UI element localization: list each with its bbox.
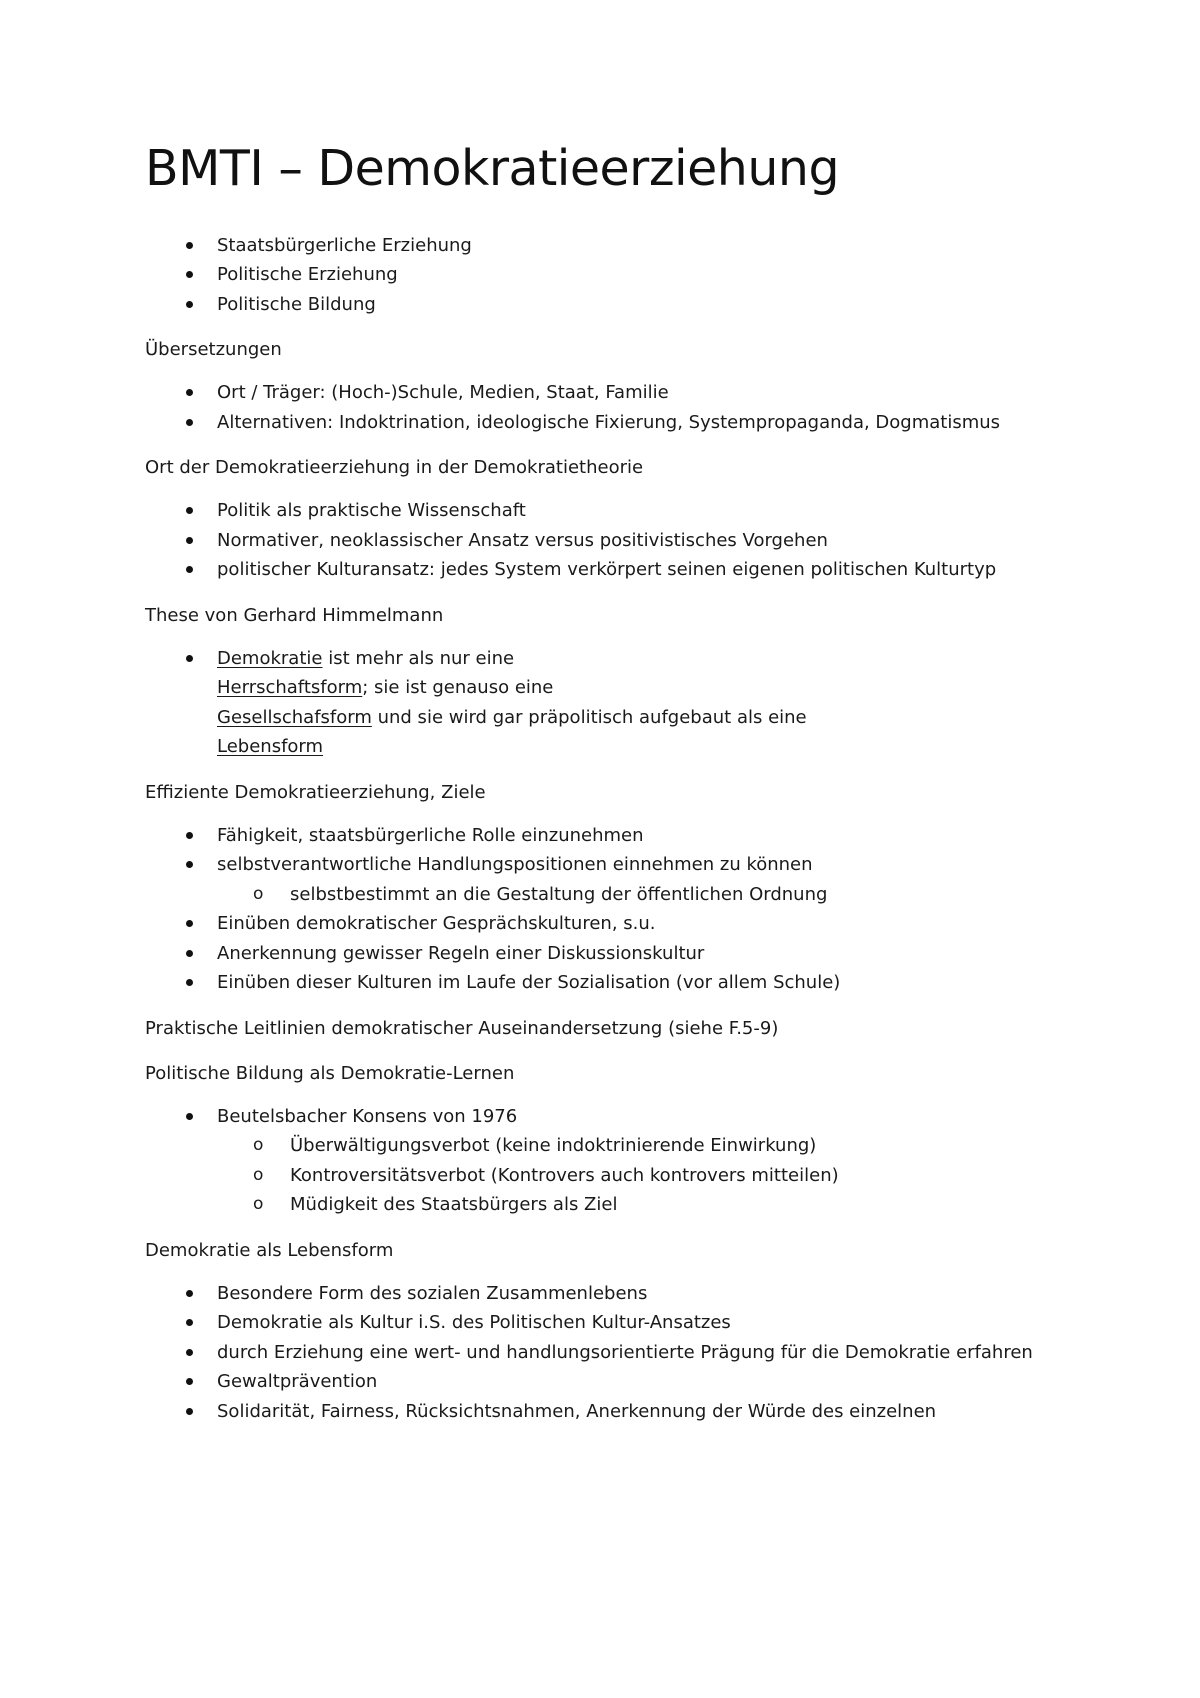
bullet-icon	[186, 950, 193, 957]
these-line: Herrschaftsform; sie ist genauso eine	[217, 677, 554, 699]
bullet-icon	[186, 832, 193, 839]
bullet-icon	[186, 1349, 193, 1356]
ort-list	[145, 496, 1105, 585]
intro-list	[145, 231, 1105, 320]
section-heading-ort: Ort der Demokratieerziehung in der Demokratietheorie	[145, 457, 644, 479]
list-item: Politische Erziehung	[145, 260, 1105, 290]
bullet-icon	[186, 655, 193, 662]
bildung-list	[145, 1102, 1105, 1220]
section-heading-uebersetzungen: Übersetzungen	[145, 339, 282, 361]
sub-list-item: o Kontroversitätsverbot (Kontrovers auch kontrovers mitteilen)	[145, 1161, 1105, 1191]
list-item: Beutelsbacher Konsens von 1976 o Überwältigungsverbot (keine indoktrinierende Einwirkung) o Kontroversitätsverbot (Kontrovers auch kontrovers mitteilen) o Müdigkeit des Staatsbürgers als Ziel	[145, 1102, 1105, 1220]
bullet-icon	[186, 1290, 193, 1297]
circle-bullet-icon: o	[253, 883, 264, 904]
effizient-list	[145, 821, 1105, 998]
list-item: durch Erziehung eine wert- und handlungsorientierte Prägung für die Demokratie erfahren	[145, 1338, 1105, 1368]
bullet-icon	[186, 389, 193, 396]
list-item: Anerkennung gewisser Regeln einer Diskussionskultur	[145, 939, 1105, 969]
these-list	[145, 644, 1105, 762]
list-item: Staatsbürgerliche Erziehung	[145, 231, 1105, 261]
section-heading-these: These von Gerhard Himmelmann	[145, 604, 444, 626]
section-heading-lebensform: Demokratie als Lebensform	[145, 1239, 394, 1261]
sub-list-item: o Müdigkeit des Staatsbürgers als Ziel	[145, 1190, 1105, 1220]
these-line: Gesellschafsform und sie wird gar präpolitisch aufgebaut als eine	[217, 706, 807, 728]
bildung-sublist	[145, 1131, 1105, 1220]
uebersetzungen-list	[145, 378, 1105, 437]
bullet-icon	[186, 537, 193, 544]
bullet-icon	[186, 861, 193, 868]
list-item: politischer Kulturansatz: jedes System verkörpert seinen eigenen politischen Kulturtyp	[145, 555, 1105, 585]
list-item: Alternativen: Indoktrination, ideologische Fixierung, Systempropaganda, Dogmatismus	[145, 408, 1105, 438]
bullet-icon	[186, 566, 193, 573]
bullet-icon	[186, 1378, 193, 1385]
these-line	[217, 732, 1105, 762]
bullet-icon	[186, 507, 193, 514]
gesellschafsform-link[interactable]: Gesellschafsform	[217, 706, 372, 728]
effizient-sublist	[145, 880, 1105, 910]
circle-bullet-icon: o	[253, 1164, 264, 1185]
bullet-icon	[186, 242, 193, 249]
list-item: Solidarität, Fairness, Rücksichtsnahmen, Anerkennung der Würde des einzelnen	[145, 1397, 1105, 1427]
demokratie-link[interactable]: Demokratie	[217, 647, 323, 669]
circle-bullet-icon: o	[253, 1135, 264, 1156]
list-item: Einüben demokratischer Gesprächskulturen, s.u.	[145, 909, 1105, 939]
document-page	[145, 140, 1105, 1442]
bullet-icon	[186, 419, 193, 426]
herrschaftsform-link[interactable]: Herrschaftsform	[217, 677, 363, 699]
bullet-icon	[186, 1408, 193, 1415]
list-item: selbstverantwortliche Handlungspositionen einnehmen zu können o selbstbestimmt an die Gestaltung der öffentlichen Ordnung	[145, 850, 1105, 909]
section-heading-praktisch: Praktische Leitlinien demokratischer Auseinandersetzung (siehe F.5-9)	[145, 1017, 779, 1039]
these-line: Demokratie ist mehr als nur eine	[217, 647, 515, 669]
document-title: BMTI – Demokratieerziehung	[145, 140, 840, 197]
section-heading-effizient: Effiziente Demokratieerziehung, Ziele	[145, 781, 486, 803]
bullet-icon	[186, 979, 193, 986]
list-item: Fähigkeit, staatsbürgerliche Rolle einzunehmen	[145, 821, 1105, 851]
lebensform-link[interactable]: Lebensform	[217, 736, 324, 758]
list-item: Politik als praktische Wissenschaft	[145, 496, 1105, 526]
bullet-icon	[186, 1113, 193, 1120]
list-item: Gewaltprävention	[145, 1367, 1105, 1397]
list-item: Normativer, neoklassischer Ansatz versus positivistisches Vorgehen	[145, 526, 1105, 556]
list-item: Einüben dieser Kulturen im Laufe der Sozialisation (vor allem Schule)	[145, 968, 1105, 998]
list-item	[145, 644, 1105, 762]
list-item: Demokratie als Kultur i.S. des Politischen Kultur-Ansatzes	[145, 1308, 1105, 1338]
section-heading-bildung: Politische Bildung als Demokratie-Lernen	[145, 1062, 515, 1084]
list-item: Besondere Form des sozialen Zusammenlebens	[145, 1279, 1105, 1309]
list-item: Ort / Träger: (Hoch-)Schule, Medien, Staat, Familie	[145, 378, 1105, 408]
bullet-icon	[186, 1319, 193, 1326]
bullet-icon	[186, 301, 193, 308]
bullet-icon	[186, 271, 193, 278]
sub-list-item: o Überwältigungsverbot (keine indoktrinierende Einwirkung)	[145, 1131, 1105, 1161]
list-item: Politische Bildung	[145, 290, 1105, 320]
lebensform-list	[145, 1279, 1105, 1427]
circle-bullet-icon: o	[253, 1194, 264, 1215]
bullet-icon	[186, 920, 193, 927]
sub-list-item: o selbstbestimmt an die Gestaltung der öffentlichen Ordnung	[145, 880, 1105, 910]
